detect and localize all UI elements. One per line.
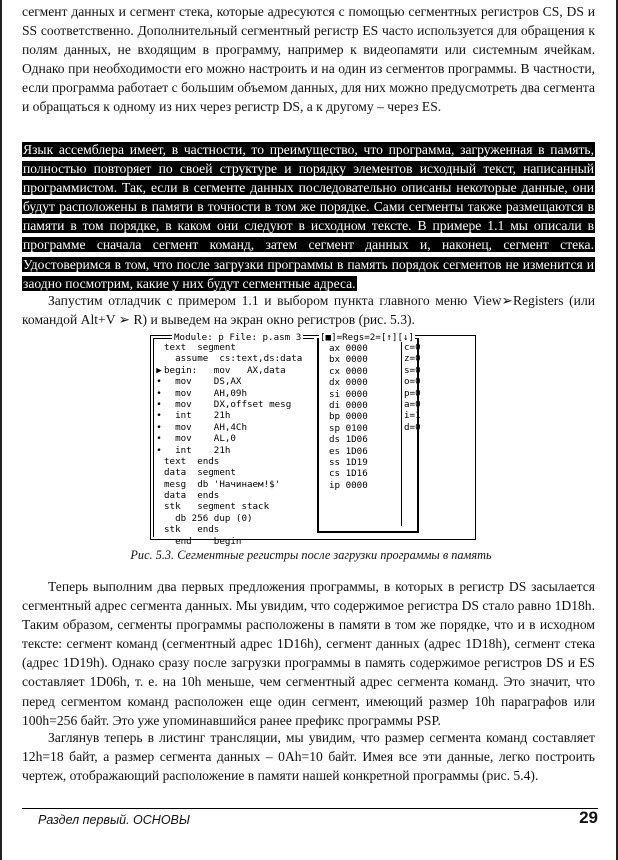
code-line-text: data ends: [164, 490, 220, 502]
code-line-text: mov AH,09h: [164, 387, 247, 399]
code-line-text: end begin: [164, 535, 242, 547]
code-line-text: mov AH,4Ch: [164, 421, 247, 433]
paragraph-3: [22, 291, 595, 329]
code-line: [154, 479, 302, 490]
register-row: bp 0000: [329, 411, 368, 423]
code-line-text: stk segment stack: [164, 501, 270, 513]
paragraph-1-text: сегмент данных и сегмент стека, которые адресуются с помощью сегментных регистров CS, DS и SS соответственно. Дополнительный сегментный регистр ES часто используется для обращения к полям данных, не входящим в программу, например к видеопамяти или системным ячейкам. Однако при необходимости его можно настроить и на один из сегментов программы. В частности, если программа работает с большим объемом данных, для них можно предусмотреть два сегмента и обращаться к одному из них через регистр DS, а к другому – через ES.: [22, 4, 595, 115]
code-line: [154, 456, 302, 467]
code-line-text: text ends: [164, 455, 220, 467]
breakpoint-dot-icon: •: [156, 387, 162, 399]
register-list: [329, 343, 368, 491]
paragraph-5-text: Заглянув теперь в листинг трансляции, мы увидим, что размер сегмента команд составляет 12h=18 байт, а размер сегмента данных – 0Ah=10 байт. Имея все эти данные, легко построить чертеж, отображающий расположение в памяти нашей конкретной программы (рис. 5.4).: [22, 730, 595, 784]
breakpoint-dot-icon: •: [156, 398, 162, 410]
paragraph-1: [22, 2, 595, 117]
code-line: [154, 467, 302, 478]
flag-row: d=0: [404, 421, 421, 433]
module-pane: [153, 332, 314, 547]
code-line: [154, 513, 302, 524]
register-row: cx 0000: [329, 365, 368, 377]
register-row: ip 0000: [329, 479, 368, 491]
footer-section-title: Раздел первый. ОСНОВЫ: [38, 813, 190, 827]
code-line: [154, 342, 302, 353]
register-row: si 0000: [329, 388, 368, 400]
debugger-screenshot: [150, 332, 476, 547]
register-row: di 0000: [329, 399, 368, 411]
code-line-text: int 21h: [164, 410, 231, 422]
flag-row: c=0: [404, 342, 421, 353]
code-line-text: mov DX,offset mesg: [164, 398, 292, 410]
code-line: [154, 365, 302, 376]
breakpoint-dot-icon: •: [156, 421, 162, 433]
code-line: [154, 422, 302, 433]
code-line: [154, 388, 302, 399]
module-header: Module: p File: p.asm 3: [174, 332, 302, 343]
flag-row: a=0: [404, 398, 421, 410]
breakpoint-dot-icon: •: [156, 376, 162, 388]
code-line-text: db 256 dup (0): [164, 512, 253, 524]
code-line-text: begin: mov AX,data: [164, 364, 286, 376]
code-listing: [154, 342, 302, 547]
code-line: [154, 445, 302, 456]
breakpoint-dot-icon: •: [156, 433, 162, 445]
flag-row: o=0: [404, 376, 421, 388]
code-line-text: mov AL,0: [164, 433, 236, 445]
figure-caption: Рис. 5.3. Сегментные регистры после загрузки программы в память: [130, 548, 492, 562]
register-row: bx 0000: [329, 354, 368, 366]
page-number: 29: [579, 808, 598, 827]
code-line: [154, 410, 302, 421]
breakpoint-dot-icon: •: [156, 410, 162, 422]
code-line-text: assume cs:text,ds:data: [164, 353, 303, 365]
code-line: [154, 399, 302, 410]
current-line-arrow-icon: ▶: [156, 364, 162, 376]
register-row: ds 1D06: [329, 434, 368, 446]
code-line: [154, 536, 302, 547]
paragraph-5: [22, 728, 595, 785]
register-row: ax 0000: [329, 343, 368, 354]
highlighted-paragraph: [22, 140, 595, 293]
flag-list: [402, 342, 426, 433]
highlighted-paragraph-text: Язык ассемблера имеет, в частности, то преимущество, что программа, загруженная в память, полностью повторяет по своей структуре и порядку элементов исходный текст, написанный программистом. Так, если в сегменте данных последовательно описаны некоторые данные, они будут расположены в памяти в точности в том же порядке. Сами сегменты также размещаются в памяти в том порядке, в каком они следуют в исходном тексте. В примере 1.1 мы описали в программе сначала сегмент команд, затем сегмент данных и, наконец, сегмент стека. Удостоверимся в том, что после загрузки программы в память порядок сегментов не изменится и заодно посмотрим, какие у них будут сегментные адреса.: [23, 142, 594, 291]
code-line-text: stk ends: [164, 524, 220, 536]
code-line-text: mesg db 'Начинаем!$': [164, 478, 281, 490]
code-line: [154, 433, 302, 444]
flag-row: i=1: [404, 410, 421, 422]
paragraph-3-text: Запустим отладчик с примером 1.1 и выбором пункта главного меню View➢Registers (или командой Alt+V ➢ R) и выведем на экран окно регистров (рис. 5.3).: [22, 293, 595, 328]
register-row: dx 0000: [329, 377, 368, 389]
flag-row: p=0: [404, 387, 421, 399]
registers-header: [■]=Regs=2=[↑][↓]: [320, 332, 415, 343]
register-row: sp 0100: [329, 422, 368, 434]
register-row: cs 1D16: [329, 468, 368, 480]
code-line: [154, 501, 302, 512]
code-line: [154, 353, 302, 364]
code-line: [154, 376, 302, 387]
code-line-text: mov DS,AX: [164, 376, 242, 388]
paragraph-4-text: Теперь выполним два первых предложения программы, в которых в регистр DS засылается сегментный адрес сегмента данных. Мы увидим, что содержимое регистра DS стало равно 1D18h. Таким образом, сегменты программы расположены в памяти в том же порядке, что и в исходном тексте: сегмент команд (сегментный адрес 1D16h), сегмент данных (адрес 1D18h), сегмент стека (адрес 1D19h). Однако сразу после загрузки программы в память содержимое регистров DS и ES составляет 1D06h, т. е. на 10h меньше, чем сегментный адрес сегмента команд. Это значит, что перед сегментом команд расположен еще один сегмент, имеющий размер 10h параграфов или 100h=256 байт. Это уже упоминавшийся ранее префикс программы PSP.: [22, 579, 595, 728]
code-line: [154, 490, 302, 501]
footer-divider: [22, 808, 598, 809]
paragraph-4: [22, 577, 595, 730]
breakpoint-dot-icon: •: [156, 444, 162, 456]
flags-pane: [401, 342, 426, 526]
register-row: ss 1D19: [329, 456, 368, 468]
code-line-text: int 21h: [164, 444, 231, 456]
code-line-text: text segment: [164, 342, 236, 353]
code-line: [154, 524, 302, 535]
code-line-text: data segment: [164, 467, 236, 479]
register-row: es 1D06: [329, 445, 368, 457]
flag-row: s=0: [404, 364, 421, 376]
flag-row: z=0: [404, 353, 421, 365]
